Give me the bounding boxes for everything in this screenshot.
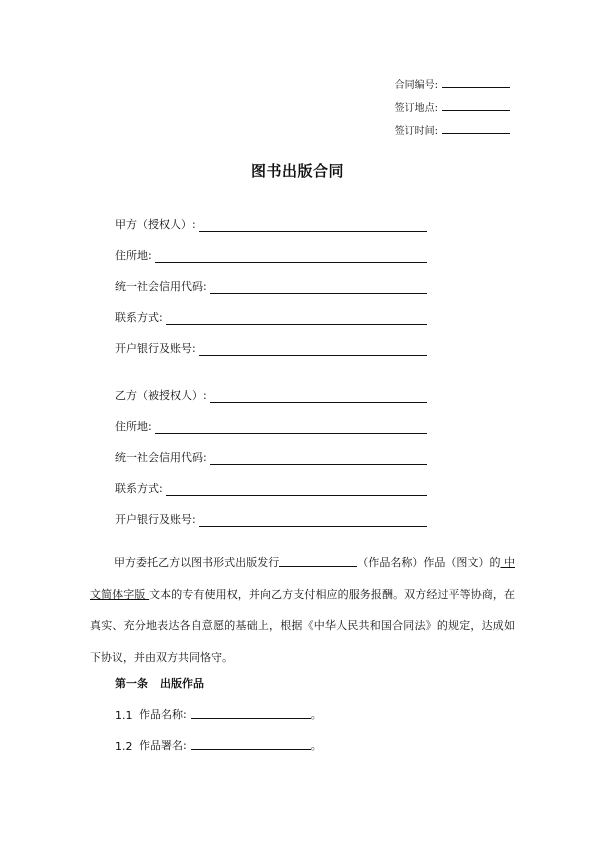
sign-time-row [380,122,510,145]
item-2-label: 作品署名: [139,739,187,752]
item-2-number: 1.2 [115,740,133,753]
preamble-text-1: 甲方委托乙方以图书形式出版发行 [114,556,280,569]
party-a-bank-blank[interactable] [199,343,427,356]
party-b-name-row [115,377,427,408]
work-title-blank[interactable] [191,706,311,719]
party-b-name-blank[interactable] [210,390,427,403]
item-2-end: 。 [310,739,322,752]
party-b-contact-label: 联系方式: [115,482,163,495]
party-b-contact-blank[interactable] [166,483,427,496]
party-b-address-blank[interactable] [155,421,427,434]
party-a-block [115,206,427,361]
sign-place-blank[interactable] [442,99,510,111]
article-1-heading [115,675,204,691]
party-b-name-label: 乙方（被授权人）: [115,389,207,402]
party-a-contact-row [115,299,427,330]
item-1-label: 作品名称: [139,708,187,721]
language-edition: 中文简体字版 [90,556,516,601]
contract-no-label: 合同编号: [394,80,438,91]
party-b-credit-blank[interactable] [210,452,427,465]
preamble-text-3: 文本的专有使用权，并向乙方支付相应的服务报酬。双方经过平等协商，在真实、充分地表达各自意愿的基础上，根据《中华人民共和国合同法》的规定，达成如下协议，并由双方共同恪守。 [90,587,516,664]
article-1-number: 第一条 [115,677,148,690]
party-a-credit-blank[interactable] [210,281,427,294]
work-author-blank[interactable] [191,737,311,750]
contract-no-row [380,76,510,99]
party-a-contact-label: 联系方式: [115,311,163,324]
sign-time-label: 签订时间: [394,126,438,137]
article-1-item-2 [115,737,322,753]
party-b-block [115,377,427,532]
contract-no-blank[interactable] [442,76,510,88]
work-name-blank[interactable] [279,555,357,567]
party-b-bank-row [115,501,427,532]
document-title: 图书出版合同 [250,162,344,180]
sign-time-blank[interactable] [442,122,510,134]
party-b-bank-blank[interactable] [199,514,427,527]
party-b-address-row [115,408,427,439]
party-a-name-row [115,206,427,237]
party-a-credit-row [115,268,427,299]
party-a-contact-blank[interactable] [166,312,427,325]
party-a-address-blank[interactable] [155,250,427,263]
party-b-contact-row [115,470,427,501]
article-1-item-1 [115,706,322,722]
party-b-credit-row [115,439,427,470]
sign-place-row [380,99,510,122]
article-1-title: 出版作品 [160,677,204,690]
party-a-bank-label: 开户银行及账号: [115,342,196,355]
party-b-address-label: 住所地: [115,420,152,433]
item-1-number: 1.1 [115,709,133,722]
party-a-address-label: 住所地: [115,249,152,262]
party-a-bank-row [115,330,427,361]
party-a-name-label: 甲方（授权人）: [115,218,196,231]
party-a-name-blank[interactable] [199,219,427,232]
item-1-end: 。 [310,708,322,721]
preamble-paragraph [90,547,515,673]
party-b-bank-label: 开户银行及账号: [115,513,196,526]
party-a-credit-label: 统一社会信用代码: [115,280,207,293]
sign-place-label: 签订地点: [394,103,438,114]
preamble-text-2: （作品名称）作品（图文）的 [357,556,501,569]
party-b-credit-label: 统一社会信用代码: [115,451,207,464]
contract-meta [380,76,510,145]
party-a-address-row [115,237,427,268]
